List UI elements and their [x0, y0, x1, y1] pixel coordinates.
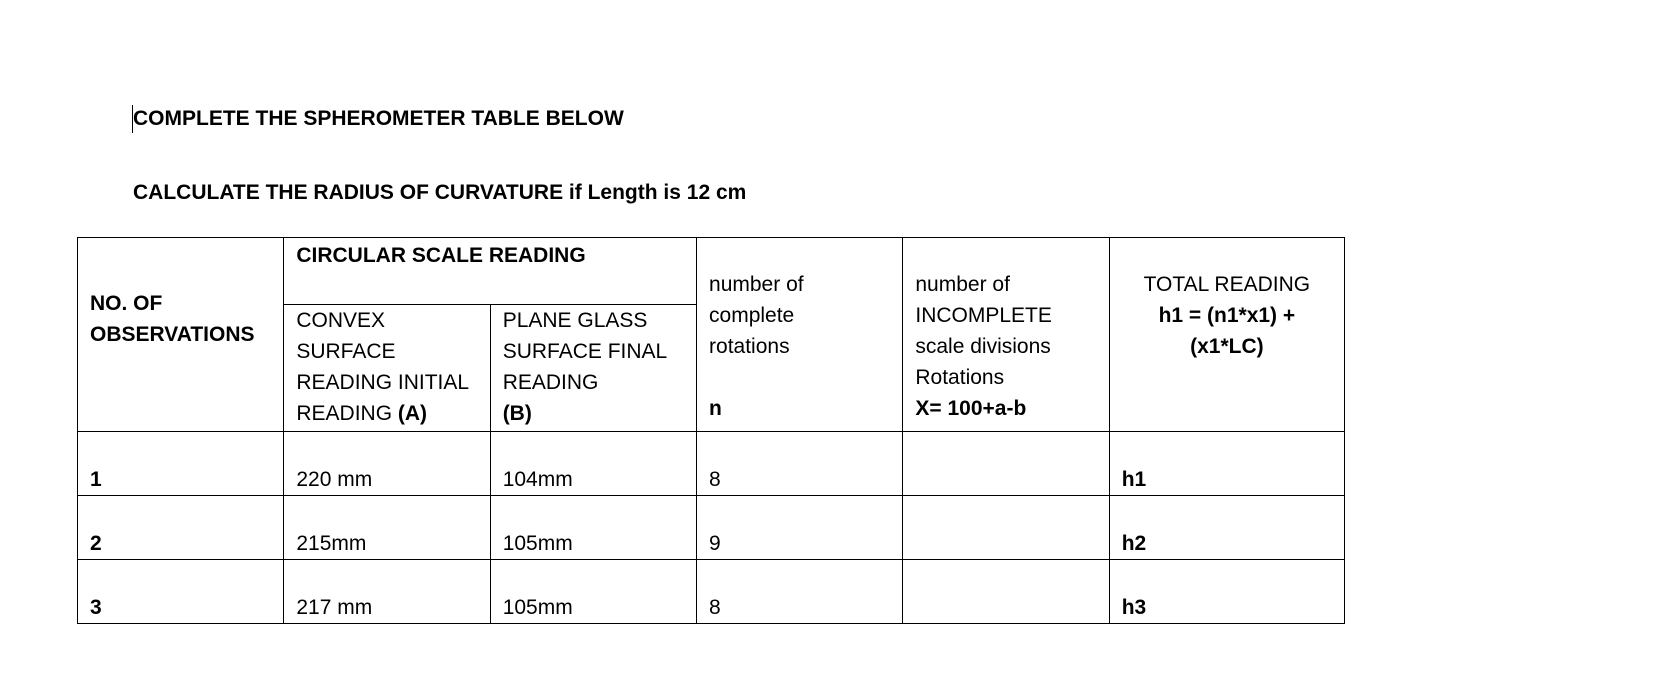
complete-rotations-value: 8: [697, 432, 903, 496]
symbol-n: n: [709, 397, 722, 420]
observation-number: 2: [78, 496, 284, 560]
convex-reading: 220 mm: [284, 432, 490, 496]
header-circular-scale-reading: CIRCULAR SCALE READING: [284, 238, 697, 305]
total-reading-value: h2: [1109, 496, 1344, 560]
table-row: [78, 496, 1345, 560]
plane-reading: 104mm: [490, 432, 696, 496]
complete-rotations-value: 8: [697, 560, 903, 624]
incomplete-divisions-value: [903, 432, 1109, 496]
header-convex-surface: CONVEX SURFACE READING INITIAL READING (A): [284, 305, 490, 432]
header-row-1: [78, 238, 1345, 305]
header-observations: NO. OF OBSERVATIONS: [78, 238, 284, 432]
incomplete-divisions-value: [903, 496, 1109, 560]
header-complete-rotations: number of complete rotations n: [697, 238, 903, 432]
formula-x: X= 100+a-b: [915, 397, 1027, 420]
convex-reading: 215mm: [284, 496, 490, 560]
observation-number: 1: [78, 432, 284, 496]
instruction-heading-2: CALCULATE THE RADIUS OF CURVATURE if Length is 12 cm: [133, 181, 747, 204]
table-row: [78, 432, 1345, 496]
incomplete-divisions-value: [903, 560, 1109, 624]
table-row: [78, 560, 1345, 624]
complete-rotations-value: 9: [697, 496, 903, 560]
header-total-reading: TOTAL READING h1 = (n1*x1) + (x1*LC): [1109, 238, 1344, 432]
instruction-heading-1: COMPLETE THE SPHEROMETER TABLE BELOW: [133, 107, 624, 130]
total-reading-value: h1: [1109, 432, 1344, 496]
spherometer-table: [77, 237, 1345, 624]
convex-reading: 217 mm: [284, 560, 490, 624]
total-reading-value: h3: [1109, 560, 1344, 624]
plane-reading: 105mm: [490, 496, 696, 560]
plane-reading: 105mm: [490, 560, 696, 624]
header-incomplete-divisions: number of INCOMPLETE scale divisions Rotations X= 100+a-b: [903, 238, 1109, 432]
header-plane-glass-surface: PLANE GLASS SURFACE FINAL READING (B): [490, 305, 696, 432]
observation-number: 3: [78, 560, 284, 624]
